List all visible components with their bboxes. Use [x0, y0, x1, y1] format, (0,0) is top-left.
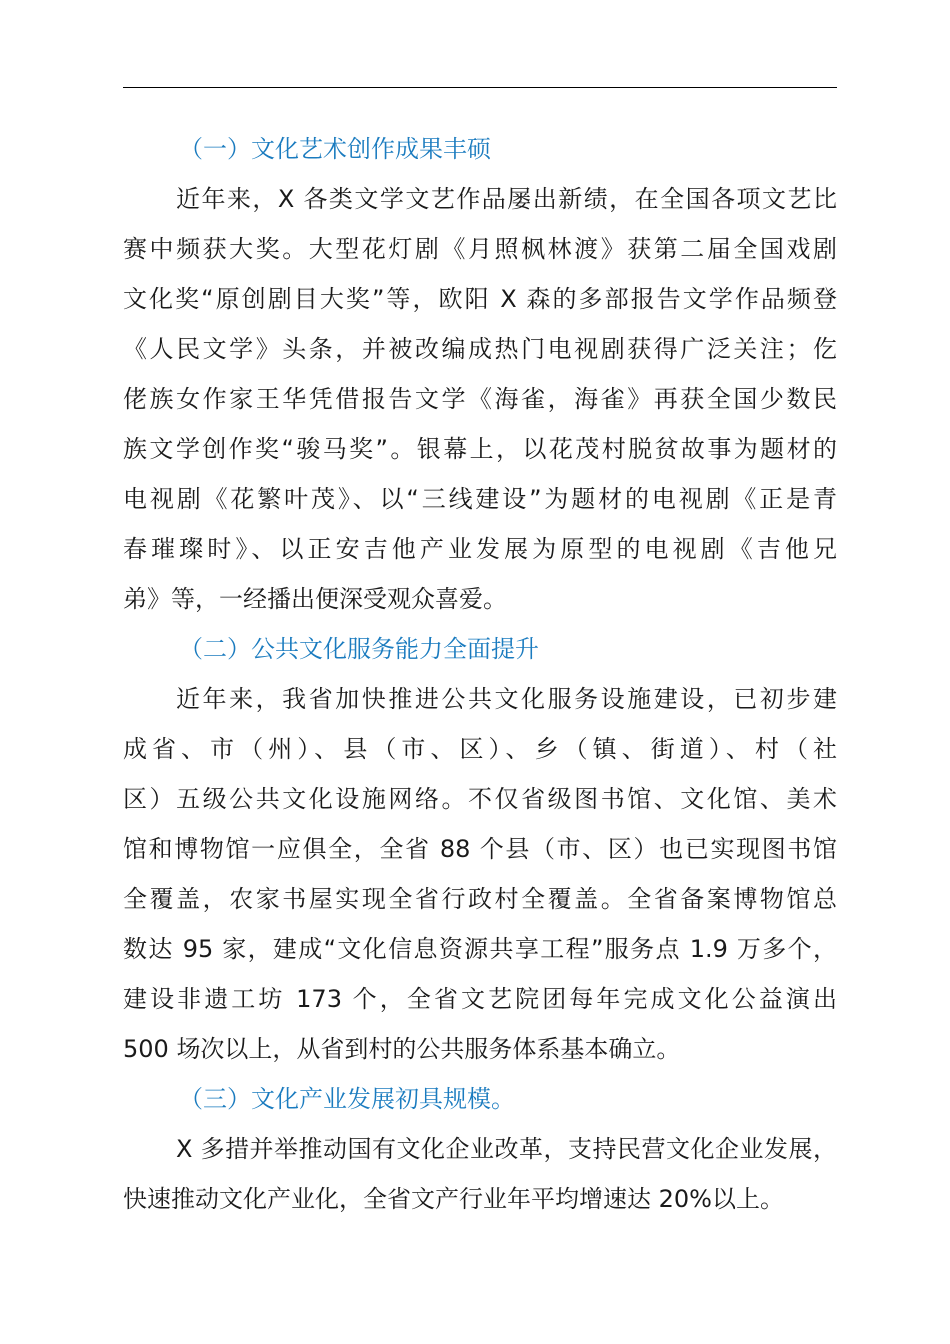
paragraph-line: 春璀璨时》、以正安吉他产业发展为原型的电视剧《吉他兄: [123, 535, 837, 563]
paragraph-line: 近年来，X 各类文学文艺作品屡出新绩，在全国各项文艺比: [176, 185, 837, 213]
paragraph-line: 区）五级公共文化设施网络。不仅省级图书馆、文化馆、美术: [123, 785, 837, 813]
section-heading-3: （三）文化产业发展初具规模。: [179, 1085, 515, 1113]
section-paragraph-1: [123, 174, 837, 624]
paragraph-line: 族文学创作奖“骏马奖”。银幕上，以花茂村脱贫故事为题材的: [123, 435, 837, 463]
paragraph-line: 数达 95 家，建成“文化信息资源共享工程”服务点 1.9 万多个，: [123, 935, 837, 963]
paragraph-line: X 多措并举推动国有文化企业改革，支持民营文化企业发展，: [176, 1135, 837, 1163]
paragraph-line: 建设非遗工坊 173 个，全省文艺院团每年完成文化公益演出: [123, 985, 837, 1013]
paragraph-line: 成省、市（州）、县（市、区）、乡（镇、街道）、村（社: [123, 735, 837, 763]
paragraph-line: 《人民文学》头条，并被改编成热门电视剧获得广泛关注；仡: [123, 335, 837, 363]
section-heading-2: （二）公共文化服务能力全面提升: [179, 635, 539, 663]
paragraph-line: 弟》等，一经播出便深受观众喜爱。: [123, 585, 507, 613]
paragraph-line: 电视剧《花繁叶茂》、以“三线建设”为题材的电视剧《正是青: [123, 485, 837, 513]
paragraph-line: 500 场次以上，从省到村的公共服务体系基本确立。: [123, 1035, 681, 1063]
paragraph-line: 文化奖“原创剧目大奖”等，欧阳 X 森的多部报告文学作品频登: [123, 285, 837, 313]
paragraph-line: 馆和博物馆一应俱全，全省 88 个县（市、区）也已实现图书馆: [123, 835, 837, 863]
paragraph-line: 快速推动文化产业化，全省文产行业年平均增速达 20%以上。: [123, 1185, 784, 1213]
section-paragraph-3: [123, 1124, 837, 1224]
section-paragraph-2: [123, 674, 837, 1074]
section-heading-1: （一）文化艺术创作成果丰硕: [179, 135, 491, 163]
paragraph-line: 佬族女作家王华凭借报告文学《海雀，海雀》再获全国少数民: [123, 385, 837, 413]
header-rule: [123, 87, 837, 88]
paragraph-line: 近年来，我省加快推进公共文化服务设施建设，已初步建: [176, 685, 837, 713]
paragraph-line: 赛中频获大奖。大型花灯剧《月照枫林渡》获第二届全国戏剧: [123, 235, 837, 263]
paragraph-line: 全覆盖，农家书屋实现全省行政村全覆盖。全省备案博物馆总: [123, 885, 837, 913]
document-body: [123, 124, 837, 1224]
